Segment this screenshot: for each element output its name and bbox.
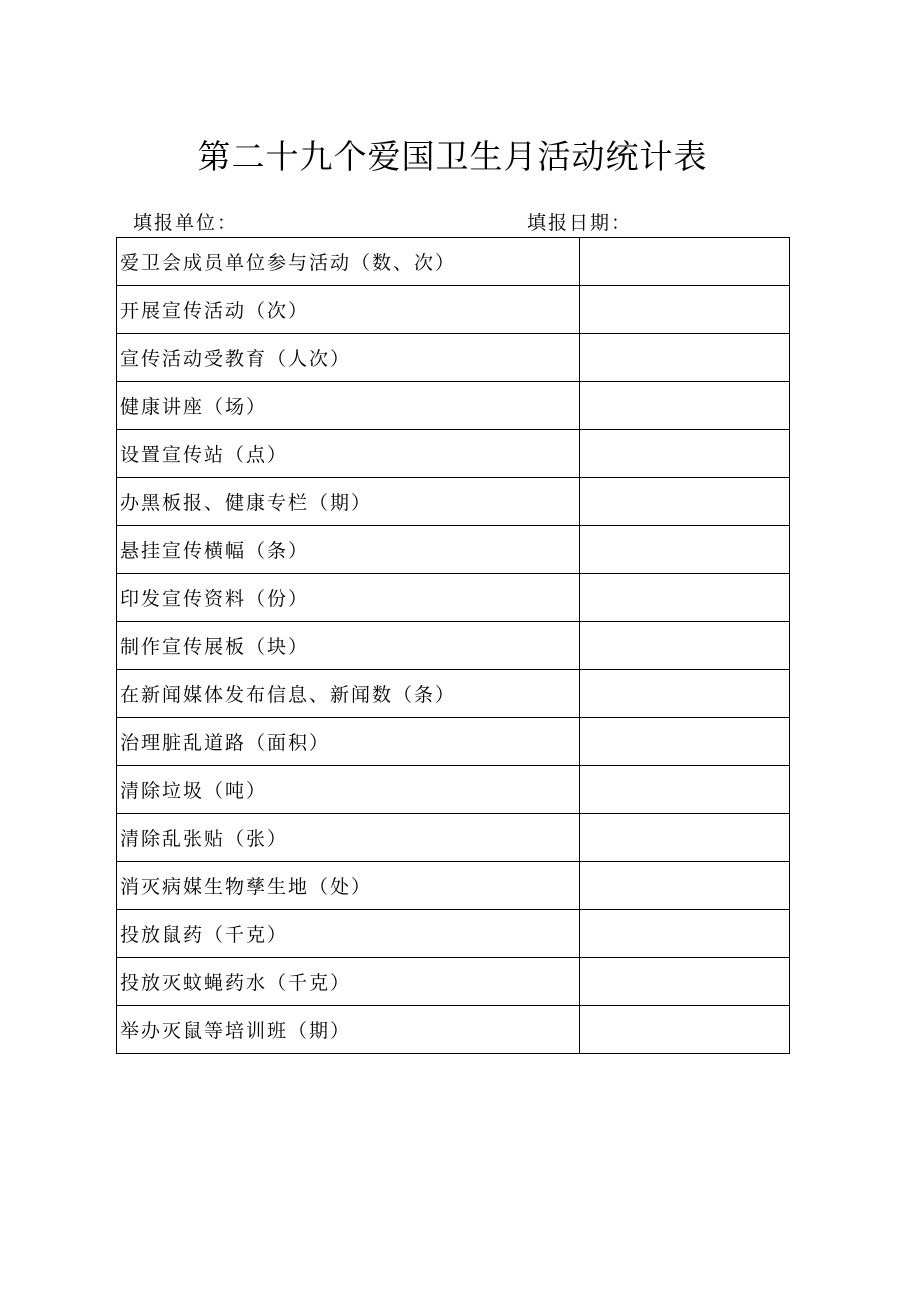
item-label-cell: 清除乱张贴（张） (117, 814, 580, 862)
item-label-cell: 投放灭蚊蝇药水（千克） (117, 958, 580, 1006)
table-row (117, 958, 790, 1006)
table-row (117, 238, 790, 286)
item-label-cell: 投放鼠药（千克） (117, 910, 580, 958)
item-label-cell: 在新闻媒体发布信息、新闻数（条） (117, 670, 580, 718)
value-cell[interactable] (580, 238, 790, 286)
value-cell[interactable] (580, 814, 790, 862)
table-row (117, 718, 790, 766)
reporting-unit-label: 填报单位： (133, 212, 239, 234)
item-label-cell: 印发宣传资料（份） (117, 574, 580, 622)
statistics-table (116, 237, 790, 1054)
table-row (117, 814, 790, 862)
item-label-cell: 制作宣传展板（块） (117, 622, 580, 670)
value-cell[interactable] (580, 334, 790, 382)
item-label-cell: 悬挂宣传横幅（条） (117, 526, 580, 574)
table-row (117, 382, 790, 430)
value-cell[interactable] (580, 286, 790, 334)
value-cell[interactable] (580, 718, 790, 766)
table-row (117, 910, 790, 958)
value-cell[interactable] (580, 766, 790, 814)
item-label-cell: 治理脏乱道路（面积） (117, 718, 580, 766)
item-label-cell: 爱卫会成员单位参与活动（数、次） (117, 238, 580, 286)
item-label-cell: 开展宣传活动（次） (117, 286, 580, 334)
item-label-cell: 健康讲座（场） (117, 382, 580, 430)
reporting-date-label: 填报日期： (527, 212, 633, 234)
table-row (117, 334, 790, 382)
table-row (117, 622, 790, 670)
item-label-cell: 办黑板报、健康专栏（期） (117, 478, 580, 526)
value-cell[interactable] (580, 622, 790, 670)
value-cell[interactable] (580, 1006, 790, 1054)
item-label-cell: 宣传活动受教育（人次） (117, 334, 580, 382)
table-row (117, 478, 790, 526)
value-cell[interactable] (580, 478, 790, 526)
table-row (117, 574, 790, 622)
value-cell[interactable] (580, 910, 790, 958)
table-row (117, 286, 790, 334)
item-label-cell: 消灭病媒生物孳生地（处） (117, 862, 580, 910)
item-label-cell: 清除垃圾（吨） (117, 766, 580, 814)
value-cell[interactable] (580, 382, 790, 430)
value-cell[interactable] (580, 958, 790, 1006)
document-title: 第二十九个爱国卫生月活动统计表 (197, 137, 708, 176)
item-label-cell: 举办灭鼠等培训班（期） (117, 1006, 580, 1054)
item-label-cell: 设置宣传站（点） (117, 430, 580, 478)
value-cell[interactable] (580, 670, 790, 718)
value-cell[interactable] (580, 430, 790, 478)
table-row (117, 670, 790, 718)
table-row (117, 766, 790, 814)
table-row (117, 1006, 790, 1054)
value-cell[interactable] (580, 526, 790, 574)
value-cell[interactable] (580, 574, 790, 622)
value-cell[interactable] (580, 862, 790, 910)
table-row (117, 862, 790, 910)
table-row (117, 526, 790, 574)
table-row (117, 430, 790, 478)
